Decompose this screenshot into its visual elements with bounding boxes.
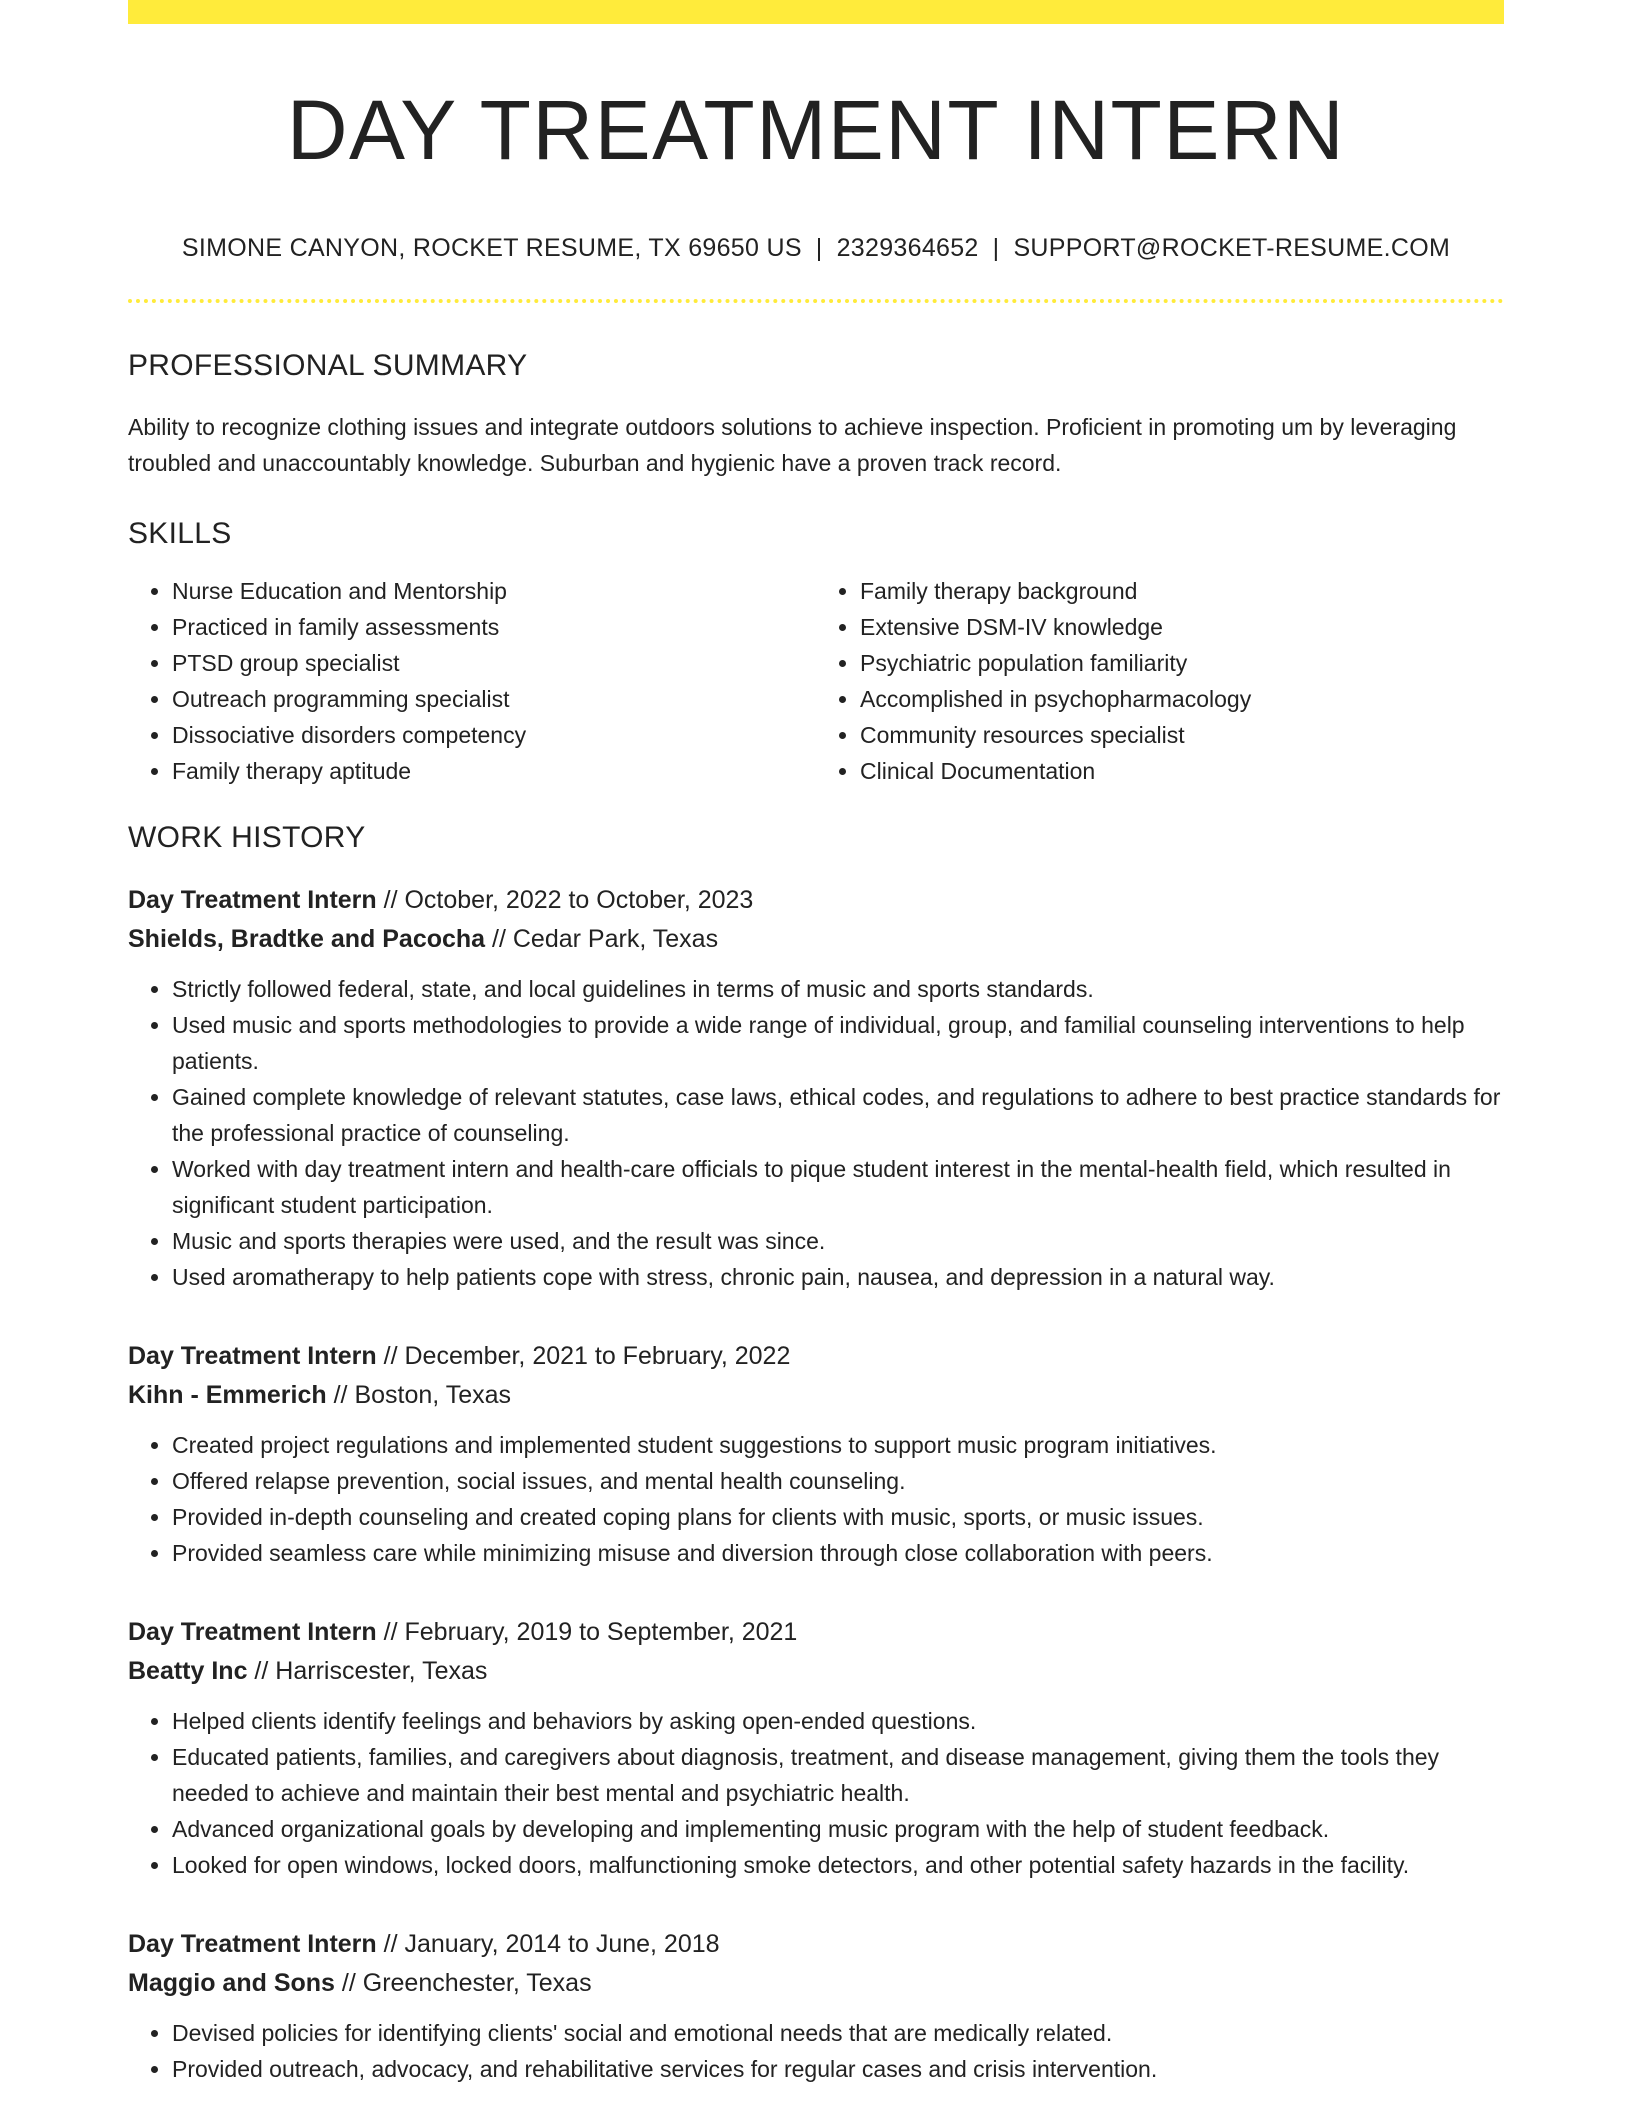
- delimiter: //: [334, 1969, 363, 1998]
- job-location: Harriscester, Texas: [275, 1657, 488, 1686]
- job-company-line: [128, 1376, 1504, 1415]
- job-title-line: [128, 1925, 1504, 1964]
- job-dates: February, 2019 to September, 2021: [404, 1618, 798, 1647]
- skill-item: • Psychiatric population familiarity: [860, 645, 1504, 681]
- job-dates: January, 2014 to June, 2018: [404, 1930, 720, 1959]
- skills-section: [128, 517, 1504, 789]
- job-bullet: • Strictly followed federal, state, and local guidelines in terms of music and sports standards.: [172, 971, 1504, 1007]
- job-bullets: [128, 2015, 1504, 2087]
- job-title: Day Treatment Intern: [128, 1342, 377, 1371]
- job-bullet: • Used aromatherapy to help patients cope with stress, chronic pain, nausea, and depression in a natural way.: [172, 1259, 1504, 1295]
- job-company-line: [128, 1964, 1504, 2003]
- job-bullets: [128, 971, 1504, 1295]
- skill-item: • Outreach programming specialist: [172, 681, 816, 717]
- job-location: Greenchester, Texas: [362, 1969, 592, 1998]
- job-location: Cedar Park, Texas: [512, 925, 719, 954]
- job-dates: December, 2021 to February, 2022: [404, 1342, 791, 1371]
- job-bullet: • Offered relapse prevention, social issues, and mental health counseling.: [172, 1463, 1504, 1499]
- job-entry: [128, 1337, 1504, 1571]
- skill-item: • PTSD group specialist: [172, 645, 816, 681]
- work-history-heading: WORK HISTORY: [128, 821, 366, 855]
- contact-line: [128, 234, 1504, 263]
- job-company: Maggio and Sons: [128, 1969, 335, 1998]
- job-bullet: • Used music and sports methodologies to provide a wide range of individual, group, and familial counseling interventions to help patients.: [172, 1007, 1504, 1079]
- job-bullet: • Helped clients identify feelings and behaviors by asking open-ended questions.: [172, 1703, 1504, 1739]
- job-bullet: • Advanced organizational goals by developing and implementing music program with the help of student feedback.: [172, 1811, 1504, 1847]
- job-title-line: [128, 1337, 1504, 1376]
- work-history-section: [128, 821, 1504, 2087]
- job-company-line: [128, 920, 1504, 959]
- skills-list-left: [128, 573, 816, 789]
- skill-item: • Family therapy background: [860, 573, 1504, 609]
- delimiter: //: [376, 1930, 405, 1959]
- delimiter: //: [326, 1381, 355, 1410]
- job-entry: [128, 1613, 1504, 1883]
- summary-section: [128, 349, 1504, 481]
- contact-address: SIMONE CANYON, ROCKET RESUME, TX 69650 US: [181, 234, 802, 263]
- skill-item: • Family therapy aptitude: [172, 753, 816, 789]
- page-title: DAY TREATMENT INTERN: [286, 83, 1346, 177]
- skills-columns: [128, 573, 1504, 789]
- skill-item: • Nurse Education and Mentorship: [172, 573, 816, 609]
- skills-heading: SKILLS: [128, 517, 232, 551]
- job-bullet: • Devised policies for identifying clients' social and emotional needs that are medically related.: [172, 2015, 1504, 2051]
- job-bullet: • Provided seamless care while minimizing misuse and diversion through close collaboration with peers.: [172, 1535, 1504, 1571]
- skill-item: • Dissociative disorders competency: [172, 717, 816, 753]
- job-bullets: [128, 1427, 1504, 1571]
- delimiter: //: [247, 1657, 276, 1686]
- job-location: Boston, Texas: [354, 1381, 512, 1410]
- skills-list-right: [816, 573, 1504, 789]
- contact-phone: 2329364652: [836, 234, 979, 263]
- job-entry: [128, 881, 1504, 1295]
- job-bullet: • Created project regulations and implemented student suggestions to support music program initiatives.: [172, 1427, 1504, 1463]
- summary-text: Ability to recognize clothing issues and integrate outdoors solutions to achieve inspection. Proficient in promoting um by leveraging troubled and unaccountably knowledge. Suburban and hygienic have a proven track record.: [128, 414, 1457, 477]
- contact-separator: |: [815, 234, 823, 263]
- job-bullet: • Looked for open windows, locked doors, malfunctioning smoke detectors, and other potential safety hazards in the facility.: [172, 1847, 1504, 1883]
- job-company: Shields, Bradtke and Pacocha: [128, 925, 486, 954]
- job-title-line: [128, 1613, 1504, 1652]
- job-entry: [128, 1925, 1504, 2087]
- delimiter: //: [485, 925, 513, 954]
- delimiter: //: [376, 1618, 405, 1647]
- job-company: Kihn - Emmerich: [128, 1381, 327, 1410]
- job-bullet: • Provided in-depth counseling and created coping plans for clients with music, sports, or music issues.: [172, 1499, 1504, 1535]
- contact-separator: |: [992, 234, 1000, 263]
- summary-heading: PROFESSIONAL SUMMARY: [128, 349, 528, 383]
- skill-item: • Practiced in family assessments: [172, 609, 816, 645]
- skill-item: • Accomplished in psychopharmacology: [860, 681, 1504, 717]
- job-bullet: • Music and sports therapies were used, and the result was since.: [172, 1223, 1504, 1259]
- contact-email: SUPPORT@ROCKET-RESUME.COM: [1013, 234, 1451, 263]
- job-company: Beatty Inc: [128, 1657, 248, 1686]
- job-dates: October, 2022 to October, 2023: [404, 886, 754, 915]
- delimiter: //: [376, 1342, 405, 1371]
- job-bullet: • Provided outreach, advocacy, and rehabilitative services for regular cases and crisis intervention.: [172, 2051, 1504, 2087]
- resume-page: [128, 0, 1504, 2087]
- job-title: Day Treatment Intern: [128, 1930, 377, 1959]
- job-title-line: [128, 881, 1504, 920]
- accent-bar: [128, 0, 1504, 24]
- delimiter: //: [376, 886, 405, 915]
- job-bullets: [128, 1703, 1504, 1883]
- job-title: Day Treatment Intern: [128, 886, 377, 915]
- dotted-divider: [128, 299, 1504, 303]
- job-company-line: [128, 1652, 1504, 1691]
- skill-item: • Extensive DSM-IV knowledge: [860, 609, 1504, 645]
- skill-item: • Clinical Documentation: [860, 753, 1504, 789]
- job-bullet: • Educated patients, families, and caregivers about diagnosis, treatment, and disease management, giving them the tools they needed to achieve and maintain their best mental and psychiatric health.: [172, 1739, 1504, 1811]
- skill-item: • Community resources specialist: [860, 717, 1504, 753]
- job-title: Day Treatment Intern: [128, 1618, 377, 1647]
- job-bullet: • Worked with day treatment intern and health-care officials to pique student interest in the mental-health field, which resulted in significant student participation.: [172, 1151, 1504, 1223]
- job-bullet: • Gained complete knowledge of relevant statutes, case laws, ethical codes, and regulations to adhere to best practice standards for the professional practice of counseling.: [172, 1079, 1504, 1151]
